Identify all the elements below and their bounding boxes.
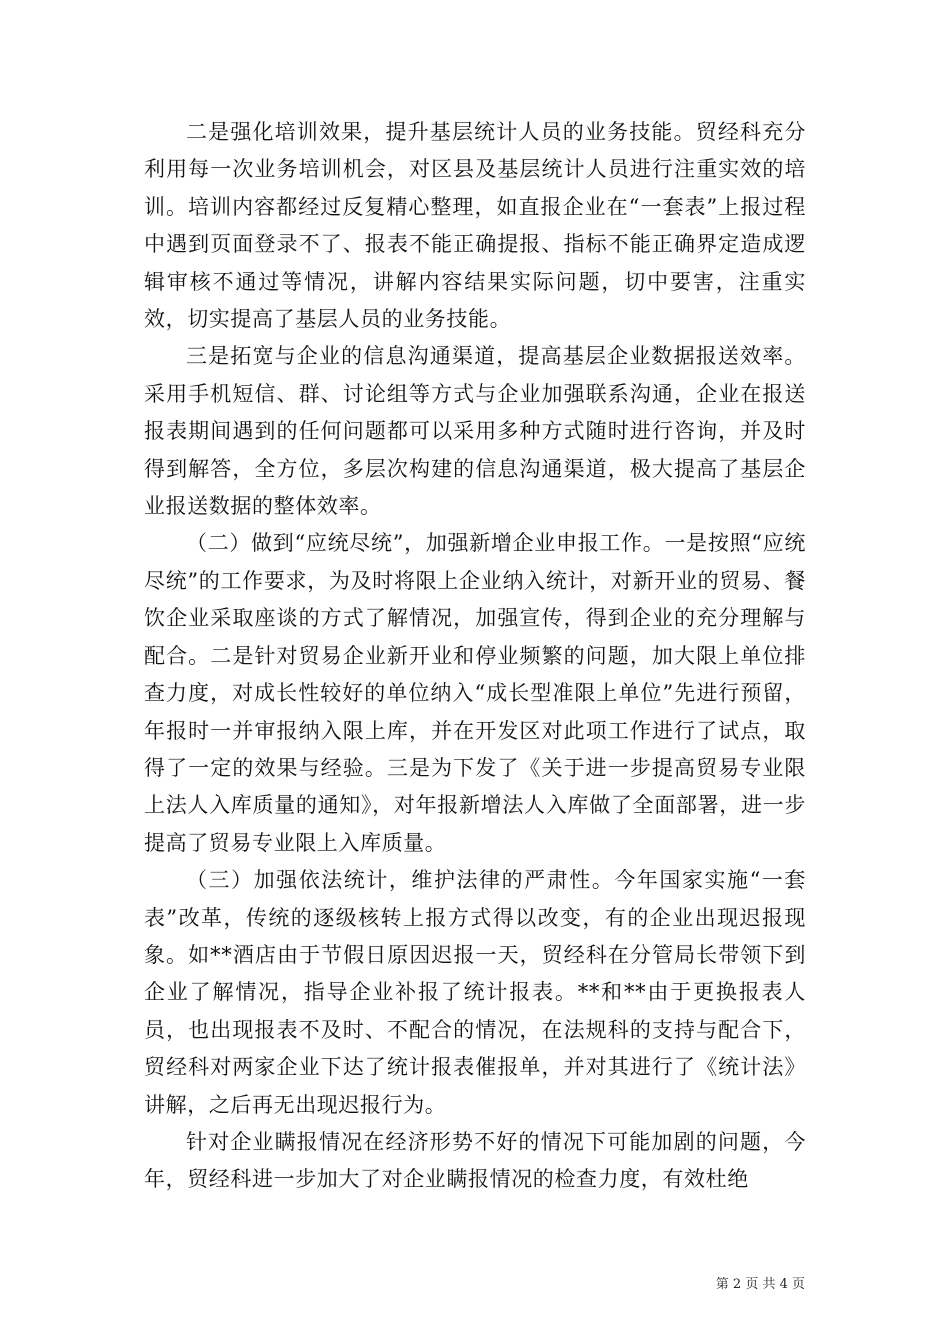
paragraph-training: 二是强化培训效果，提升基层统计人员的业务技能。贸经科充分利用每一次业务培训机会，对区县及基层统计人员进行注重实效的培训。培训内容都经过反复精心整理，如直报企业在“一套表”上报过程中遇到页面登录不了、报表不能正确提报、指标不能正确界定造成逻辑审核不通过等情况，讲解内容结果实际问题，切中要害，注重实效，切实提高了基层人员的业务技能。 <box>144 120 806 332</box>
paragraph-new-enterprise-reporting: （二）做到“应统尽统”，加强新增企业申报工作。一是按照“应统尽统”的工作要求，为及时将限上企业纳入统计，对新开业的贸易、餐饮企业采取座谈的方式了解情况，加强宣传，得到企业的充分理解与配合。二是针对贸易企业新开业和停业频繁的问题，加大限上单位排查力度，对成长性较好的单位纳入“成长型准限上单位”先进行预留，年报时一并审报纳入限上库，并在开发区对此项工作进行了试点，取得了一定的效果与经验。三是为下发了《关于进一步提高贸易专业限上法人入库质量的通知》，对年报新增法人入库做了全面部署，进一步提高了贸易专业限上入库质量。 <box>144 531 806 855</box>
paragraph-statistics-law: （三）加强依法统计，维护法律的严肃性。今年国家实施“一套表”改革，传统的逐级核转上报方式得以改变，有的企业出现迟报现象。如**酒店由于节假日原因迟报一天，贸经科在分管局长带领下到企业了解情况，指导企业补报了统计报表。**和**由于更换报表人员，也出现报表不及时、不配合的情况，在法规科的支持与配合下，贸经科对两家企业下达了统计报表催报单，并对其进行了《统计法》讲解，之后再无出现迟报行为。 <box>144 868 806 1117</box>
page-number: 第 2 页 共 4 页 <box>715 1277 805 1292</box>
document-body <box>144 114 806 1199</box>
paragraph-concealed-reporting: 针对企业瞒报情况在经济形势不好的情况下可能加剧的问题，今年，贸经科进一步加大了对企业瞒报情况的检查力度，有效杜绝 <box>144 1129 806 1192</box>
paragraph-communication: 三是拓宽与企业的信息沟通渠道，提高基层企业数据报送效率。采用手机短信、群、讨论组等方式与企业加强联系沟通，企业在报送报表期间遇到的任何问题都可以采用多种方式随时进行咨询，并及时得到解答，全方位，多层次构建的信息沟通渠道，极大提高了基层企业报送数据的整体效率。 <box>144 344 806 519</box>
